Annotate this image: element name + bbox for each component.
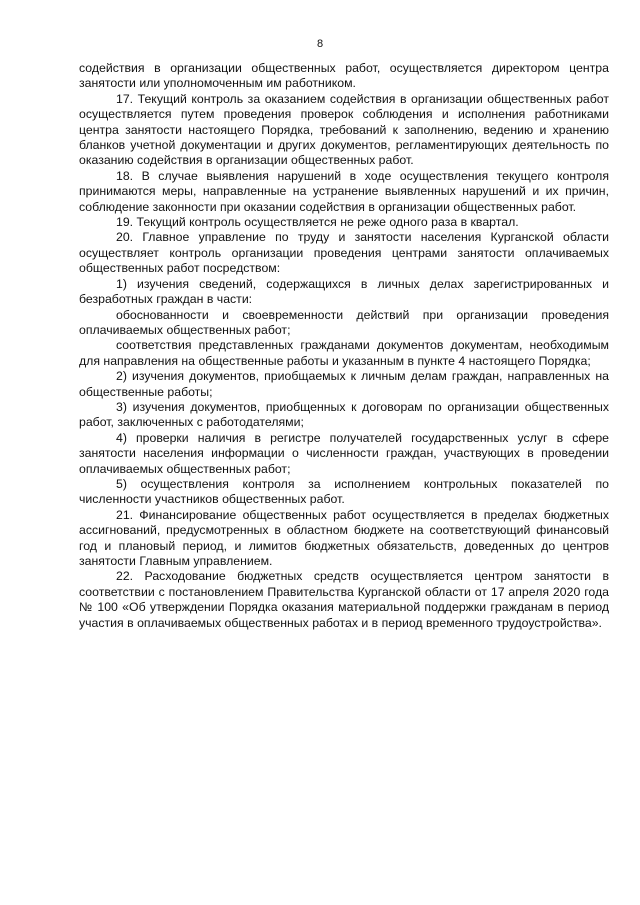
paragraph-22: 22. Расходование бюджетных средств осуществляется центром занятости в соответствии с постановлением Правительства Курганской области от 17 апреля 2020 года № 100 «Об утверждении Порядка оказания материальной поддержки гражданам в период участия в оплачиваемых общественных работах и в период временного трудоустройства». <box>79 569 609 630</box>
paragraph-18: 18. В случае выявления нарушений в ходе осуществления текущего контроля принимаются меры, направленные на устранение выявленных нарушений и их причин, соблюдение законности при оказании содействия в организации общественных работ. <box>79 168 609 214</box>
paragraph-17: 17. Текущий контроль за оказанием содействия в организации общественных работ осуществляется путем проведения проверок соблюдения и исполнения работниками центра занятости настоящего Порядка, требований к заполнению, ведению и хранению бланков учетной документации и других документов, регламентирующих деятельность по оказанию содействия в организации общественных работ. <box>79 91 609 168</box>
paragraph-20-item-1-sub-2: соответствия представленных гражданами документов документам, необходимым для направления на общественные работы и указанным в пункте 4 настоящего Порядка; <box>79 338 609 368</box>
paragraph-continuation: содействия в организации общественных работ, осуществляется директором центра занятости или уполномоченным им работником. <box>79 61 609 91</box>
paragraph-20-item-5: 5) осуществления контроля за исполнением контрольных показателей по численности участников общественных работ. <box>79 476 609 507</box>
paragraph-19: 19. Текущий контроль осуществляется не реже одного раза в квартал. <box>116 215 519 230</box>
paragraph-20-item-2: 2) изучения документов, приобщаемых к личным делам граждан, направленных на общественные работы; <box>79 369 609 399</box>
document-body <box>79 61 609 631</box>
paragraph-20-item-1-sub-1: обоснованности и своевременности действий при организации проведения оплачиваемых общественных работ; <box>79 307 609 337</box>
paragraph-20-item-1: 1) изучения сведений, содержащихся в личных делах зарегистрированных и безработных граждан в части: <box>79 276 609 307</box>
paragraph-20-item-4: 4) проверки наличия в регистре получателей государственных услуг в сфере занятости населения информации о численности граждан, участвующих в проведении оплачиваемых общественных работ; <box>79 430 609 476</box>
paragraph-20: 20. Главное управление по труду и занятости населения Курганской области осуществляет контроль организации проведения центрами занятости оплачиваемых общественных работ посредством: <box>79 230 609 276</box>
page-number: 8 <box>316 38 324 50</box>
paragraph-21: 21. Финансирование общественных работ осуществляется в пределах бюджетных ассигнований, предусмотренных в областном бюджете на соответствующий финансовый год и плановый период, и лимитов бюджетных обязательств, доведенных до центров занятости Главным управлением. <box>79 507 609 568</box>
paragraph-20-item-3: 3) изучения документов, приобщенных к договорам по организации общественных работ, заключенных с работодателями; <box>79 399 609 430</box>
